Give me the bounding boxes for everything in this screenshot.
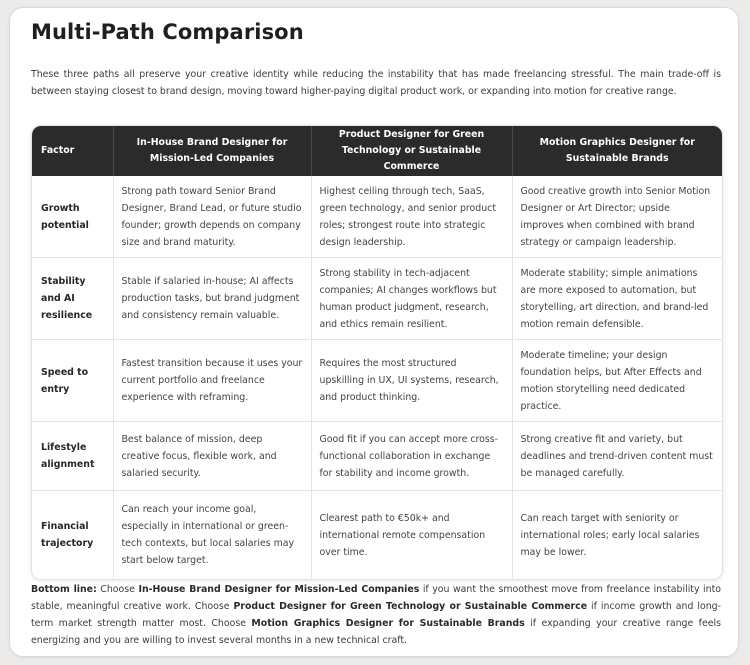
row-factor-label: Speed to entry	[32, 340, 113, 422]
row-factor-label: Stability and AI resilience	[32, 258, 113, 340]
bottom-text: Choose	[96, 584, 139, 595]
row-factor-label: Lifestyle alignment	[32, 422, 113, 491]
bottom-text: if income growth and long-term market strength matter most. Choose	[31, 601, 721, 629]
table-row	[32, 176, 722, 258]
table-cell: Strong stability in tech-adjacent companies; AI changes workflows but human product judgment, research, and ethics remain resilient.	[311, 258, 512, 340]
bottom-option-product: Product Designer for Green Technology or Sustainable Commerce	[233, 601, 588, 612]
table-cell: Good creative growth into Senior Motion Designer or Art Director; upside improves when combined with brand strategy or campaign leadership.	[512, 176, 722, 258]
page-title: Multi-Path Comparison	[31, 20, 304, 44]
bottom-line-label: Bottom line:	[31, 584, 97, 595]
comparison-card	[9, 7, 739, 657]
table-cell: Requires the most structured upskilling in UX, UI systems, research, and product thinking.	[311, 340, 512, 422]
header-product-designer: Product Designer for Green Technology or Sustainable Commerce	[311, 126, 512, 176]
table-cell: Best balance of mission, deep creative focus, flexible work, and salaried security.	[113, 422, 311, 491]
table-row	[32, 258, 722, 340]
intro-paragraph: These three paths all preserve your creative identity while reducing the instability that has made freelancing stressful. The main trade-off is between staying closest to brand design, moving toward higher-paying digital product work, or expanding into motion for creative range.	[31, 69, 721, 97]
bottom-text: if expanding your creative range feels energizing and you are willing to invest several months in a new technical craft.	[31, 618, 721, 646]
table-row	[32, 491, 722, 580]
table-cell: Moderate stability; simple animations are more exposed to automation, but storytelling, art direction, and brand-led motion remain defensible.	[512, 258, 722, 340]
table-row	[32, 340, 722, 422]
bottom-option-motion: Motion Graphics Designer for Sustainable Brands	[251, 618, 525, 629]
bottom-line-paragraph	[31, 581, 721, 649]
bottom-option-in-house: In-House Brand Designer for Mission-Led Companies	[138, 584, 420, 595]
table-cell: Good fit if you can accept more cross-functional collaboration in exchange for stability and income growth.	[311, 422, 512, 491]
table-cell: Strong path toward Senior Brand Designer, Brand Lead, or future studio founder; growth depends on company size and brand maturity.	[113, 176, 311, 258]
table-row	[32, 422, 722, 491]
table-cell: Stable if salaried in-house; AI affects production tasks, but brand judgment and consistency remain valuable.	[113, 258, 311, 340]
header-in-house-brand-designer: In-House Brand Designer for Mission-Led Companies	[113, 126, 311, 176]
table-cell: Can reach your income goal, especially in international or green-tech contexts, but local salaries may start below target.	[113, 491, 311, 580]
row-factor-label: Financial trajectory	[32, 491, 113, 580]
table-cell: Strong creative fit and variety, but deadlines and trend-driven content must be managed carefully.	[512, 422, 722, 491]
table-cell: Fastest transition because it uses your current portfolio and freelance experience with reframing.	[113, 340, 311, 422]
row-factor-label: Growth potential	[32, 176, 113, 258]
table-cell: Moderate timeline; your design foundation helps, but After Effects and motion storytelling need dedicated practice.	[512, 340, 722, 422]
header-motion-graphics-designer: Motion Graphics Designer for Sustainable Brands	[512, 126, 722, 176]
table-header-row	[32, 126, 722, 176]
bottom-text: if you want the smoothest move from freelance instability into stable, meaningful creative work. Choose	[31, 584, 722, 612]
comparison-table	[31, 125, 723, 580]
header-factor: Factor	[32, 126, 113, 176]
table-cell: Clearest path to €50k+ and international remote compensation over time.	[311, 491, 512, 580]
table-cell: Highest ceiling through tech, SaaS, green technology, and senior product roles; strongest route into strategic design leadership.	[311, 176, 512, 258]
table-cell: Can reach target with seniority or international roles; early local salaries may be lower.	[520, 512, 700, 558]
